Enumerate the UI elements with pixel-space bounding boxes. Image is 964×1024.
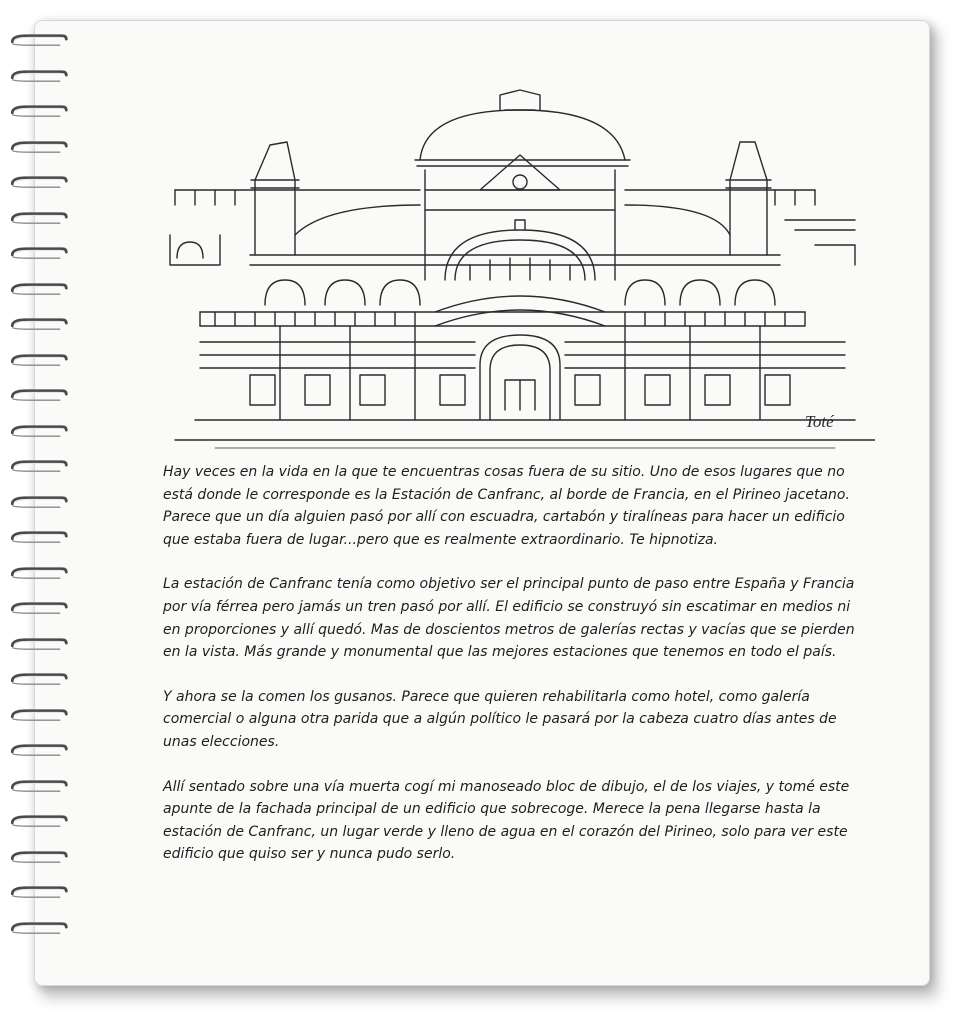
paragraph-4: Allí sentado sobre una vía muerta cogí mi manoseado bloc de dibujo, el de los viajes, y tomé este apunte de la fachada principal de un edificio que sobrecoge. Merece la pena llegarse hasta la estación de Canfranc, un lugar verde y lleno de agua en el corazón del Pirineo, solo para ver este edificio que quiso ser y nunca pudo serlo. xyxy=(163,778,850,863)
paragraph-3: Y ahora se la comen los gusanos. Parece que quieren rehabilitarla como hotel, como galería comercial o alguna otra parida que a algún político le pasará por la cabeza cuatro días antes de unas elecciones. xyxy=(163,688,837,750)
station-sketch xyxy=(155,80,875,455)
spiral-ring xyxy=(4,638,72,650)
spiral-ring xyxy=(4,283,72,295)
spiral-ring xyxy=(4,602,72,614)
spiral-ring xyxy=(4,141,72,153)
spiral-ring xyxy=(4,673,72,685)
spiral-ring xyxy=(4,531,72,543)
spiral-ring xyxy=(4,70,72,82)
spiral-ring xyxy=(4,425,72,437)
spiral-ring xyxy=(4,922,72,934)
spiral-ring xyxy=(4,318,72,330)
article-text xyxy=(163,461,863,888)
spiral-ring xyxy=(4,247,72,259)
paragraph-1: Hay veces en la vida en la que te encuentras cosas fuera de su sitio. Uno de esos lugares que no está donde le corresponde es la Estación de Canfranc, al borde de Francia, en el Pirineo jacetano. Parece que un día alguien pasó por allí con escuadra, cartabón y tiralíneas para hacer un edificio que estaba fuera de lugar...pero que es realmente extraordinario. Te hipnotiza. xyxy=(163,464,850,548)
paragraph-2: La estación de Canfranc tenía como objetivo ser el principal punto de paso entre España y Francia por vía férrea pero jamás un tren pasó por allí. El edificio se construyó sin escatimar en medios ni en proporciones y allí quedó. Mas de doscientos metros de galerías rectas y vacías que se pierden en la vista. Más grande y monumental que las mejores estaciones que tenemos en todo el país. xyxy=(163,576,855,661)
spiral-ring xyxy=(4,780,72,792)
spiral-ring xyxy=(4,815,72,827)
spiral-ring xyxy=(4,212,72,224)
spiral-ring xyxy=(4,709,72,721)
spiral-ring xyxy=(4,851,72,863)
spiral-ring xyxy=(4,496,72,508)
spiral-ring xyxy=(4,886,72,898)
spiral-ring xyxy=(4,105,72,117)
spiral-ring xyxy=(4,744,72,756)
spiral-ring xyxy=(4,354,72,366)
spiral-binding xyxy=(4,34,74,964)
spiral-ring xyxy=(4,176,72,188)
sketch-signature: Toté xyxy=(805,412,834,431)
spiral-ring xyxy=(4,460,72,472)
spiral-ring xyxy=(4,34,72,46)
spiral-ring xyxy=(4,389,72,401)
spiral-ring xyxy=(4,567,72,579)
